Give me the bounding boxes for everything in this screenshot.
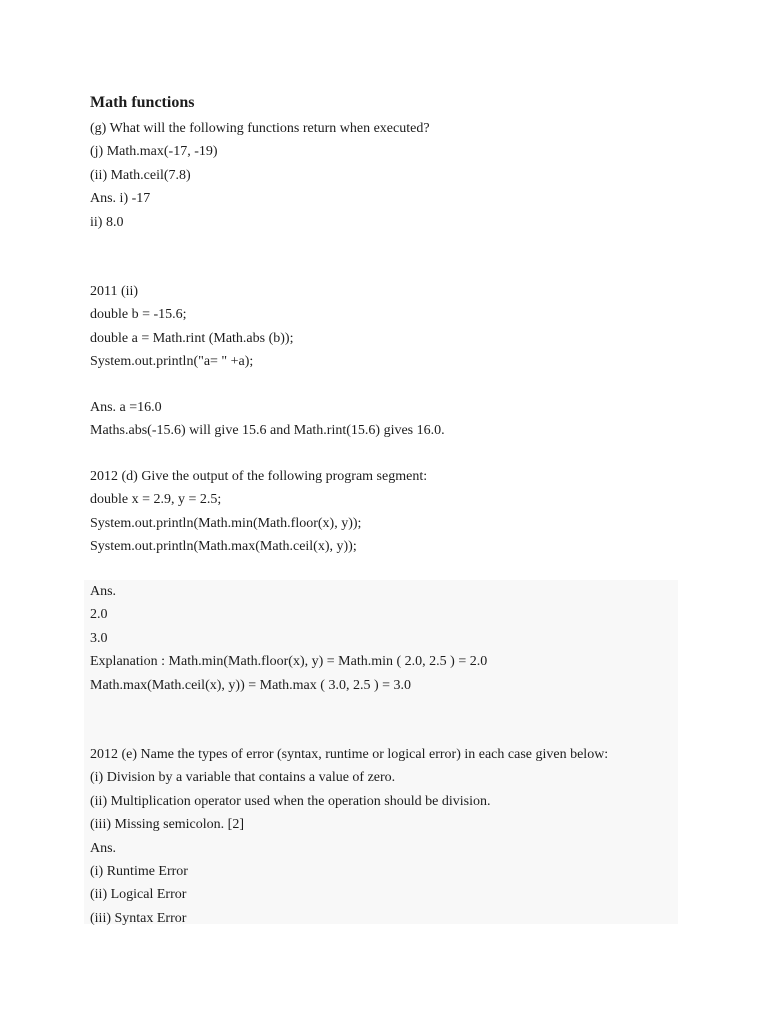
text-line: Ans. a =16.0 bbox=[90, 400, 162, 415]
question-2012d-block bbox=[90, 465, 427, 559]
code-line: double b = -15.6; bbox=[90, 307, 187, 323]
text-line: ii) 8.0 bbox=[90, 214, 124, 230]
page-title: Math functions bbox=[90, 94, 195, 111]
text-line: Maths.abs(-15.6) will give 15.6 and Math.rint(15.6) gives 16.0. bbox=[90, 423, 445, 439]
text-line: Explanation : Math.min(Math.floor(x), y) = Math.min ( 2.0, 2.5 ) = 2.0 bbox=[90, 654, 488, 670]
text-line: Ans. bbox=[90, 584, 117, 599]
text-line: 2.0 bbox=[90, 607, 108, 623]
text-line: (ii) Math.ceil(7.8) bbox=[90, 167, 191, 183]
text-line: 2012 (d) Give the output of the following program segment: bbox=[90, 469, 428, 484]
code-line: double a = Math.rint (Math.abs (b)); bbox=[90, 330, 294, 346]
answer-2011-block bbox=[90, 396, 445, 443]
text-line: 2011 (ii) bbox=[90, 284, 139, 299]
code-line: System.out.println("a= " +a); bbox=[90, 354, 254, 370]
text-line: 2012 (e) Name the types of error (syntax, runtime or logical error) in each case given below: bbox=[90, 747, 609, 762]
text-line: (ii) Multiplication operator used when the operation should be division. bbox=[90, 793, 491, 809]
text-line: Ans. bbox=[90, 840, 117, 856]
code-line: System.out.println(Math.max(Math.ceil(x), y)); bbox=[90, 539, 357, 555]
text-line: Ans. i) -17 bbox=[90, 191, 151, 207]
text-line: (i) Runtime Error bbox=[90, 863, 188, 879]
text-line: (ii) Logical Error bbox=[90, 887, 187, 903]
code-line: double x = 2.9, y = 2.5; bbox=[90, 492, 222, 508]
question-2012e-block bbox=[90, 743, 608, 930]
question-2011-block bbox=[90, 280, 293, 374]
text-line: (iii) Missing semicolon. [2] bbox=[90, 817, 244, 833]
text-line: Math.max(Math.ceil(x), y)) = Math.max ( 3.0, 2.5 ) = 3.0 bbox=[90, 677, 411, 693]
text-line: (iii) Syntax Error bbox=[90, 910, 187, 926]
text-line: (g) What will the following functions return when executed? bbox=[90, 121, 430, 136]
text-line: (j) Math.max(-17, -19) bbox=[90, 144, 218, 160]
intro-question-block bbox=[90, 117, 430, 234]
code-line: System.out.println(Math.min(Math.floor(x), y)); bbox=[90, 515, 362, 531]
answer-2012d-block bbox=[90, 580, 487, 697]
text-line: (i) Division by a variable that contains a value of zero. bbox=[90, 770, 396, 786]
text-line: 3.0 bbox=[90, 630, 108, 646]
